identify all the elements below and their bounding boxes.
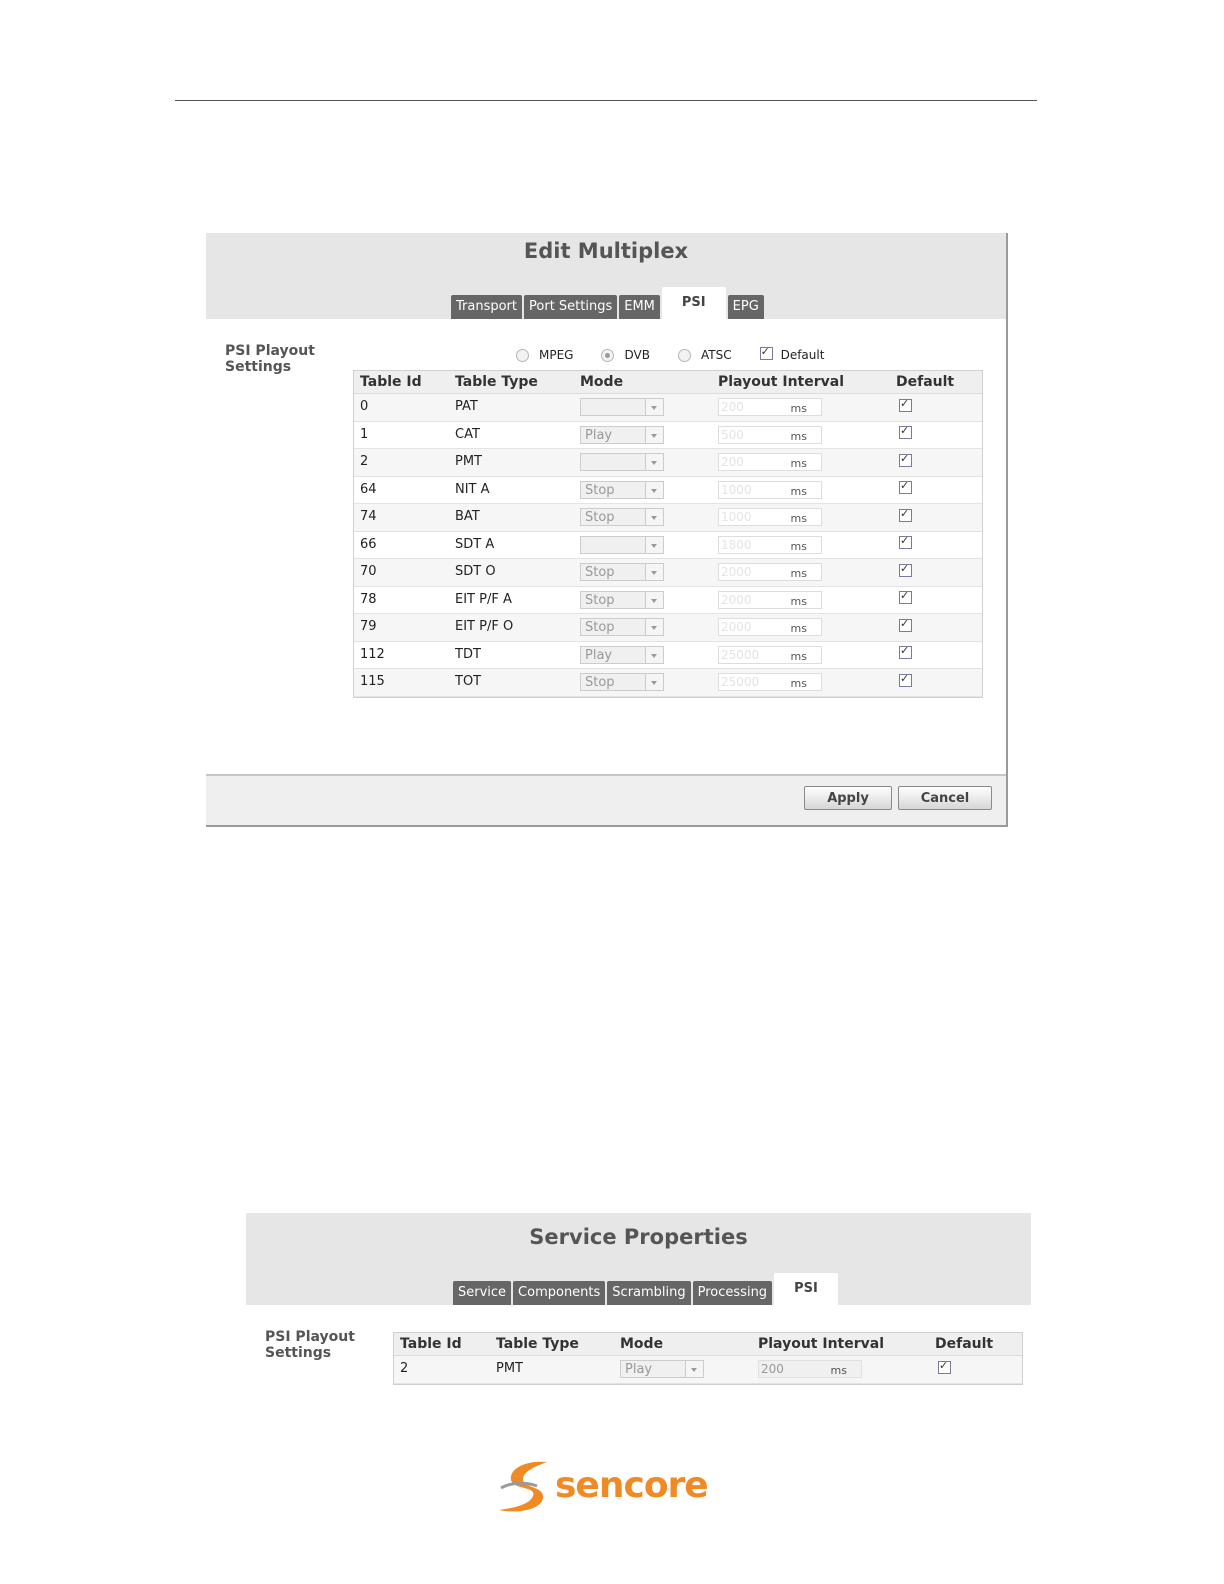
tab-bar [453,1277,840,1305]
interval-value: 25000 [721,675,760,690]
playout-interval-input[interactable] [718,398,822,416]
interval-value: 1000 [721,510,752,525]
mode-cell [580,618,718,636]
interval-cell [718,398,896,416]
playout-interval-input[interactable] [718,646,822,664]
interval-cell [758,1360,935,1378]
column-header: Mode [620,1336,664,1352]
column-header: Table Id [360,374,422,390]
mode-cell [580,426,718,444]
mode-value: Stop [585,565,615,581]
table-type-cell: EIT P/F O [455,619,514,635]
tab-service[interactable]: Service [453,1281,511,1305]
table-id-cell: 78 [360,591,377,607]
mode-value: Play [585,647,613,663]
table-type-cell: NIT A [455,481,490,497]
chevron-down-icon[interactable] [645,564,663,580]
psi-playout-settings-label: PSI Playout Settings [225,343,315,375]
psi-table [353,370,983,698]
row-default-checkbox[interactable] [899,454,912,467]
table-row [354,394,982,422]
table-header [394,1333,1022,1356]
row-default-checkbox[interactable] [899,481,912,494]
chevron-down-icon[interactable] [685,1361,703,1377]
mode-select[interactable] [580,646,664,664]
service-properties-dialog [246,1213,1031,1388]
column-header: Default [935,1336,994,1352]
chevron-down-icon[interactable] [645,482,663,498]
interval-value: 500 [721,427,744,442]
interval-cell [718,673,896,691]
chevron-down-icon[interactable] [645,427,663,443]
row-default-checkbox[interactable] [899,564,912,577]
protocol-label: DVB [624,348,650,362]
playout-interval-input[interactable] [718,536,822,554]
table-type-cell: CAT [455,426,480,442]
table-type-cell: PMT [496,1361,523,1377]
atsc-radio[interactable] [678,349,691,362]
page-header-rule [175,100,1037,101]
mode-value: Play [585,427,613,443]
mode-value: Stop [585,592,615,608]
interval-cell [718,618,896,636]
default-cell [935,1355,1015,1384]
dialog-title: Service Properties [529,1225,748,1249]
logo-wordmark: sencore [555,1465,708,1506]
interval-unit: ms [790,567,807,581]
chevron-down-icon[interactable] [645,509,663,525]
mode-select[interactable] [580,508,664,526]
dvb-radio[interactable] [601,349,614,362]
interval-unit: ms [790,402,807,416]
table-id-cell: 79 [360,619,377,635]
mode-select[interactable] [580,618,664,636]
table-row [354,504,982,532]
default-option[interactable] [760,348,825,362]
table-row [354,642,982,670]
chevron-down-icon[interactable] [645,647,663,663]
table-type-cell: PAT [455,399,478,415]
playout-interval-input[interactable] [718,481,822,499]
table-row [354,449,982,477]
row-default-checkbox[interactable] [899,619,912,632]
table-id-cell: 115 [360,674,385,690]
interval-value: 1800 [721,537,752,552]
playout-interval-input[interactable] [718,563,822,581]
playout-interval-input[interactable] [718,426,822,444]
column-header: Playout Interval [718,374,844,390]
tab-psi[interactable]: PSI [662,287,726,319]
cancel-button[interactable]: Cancel [898,786,992,810]
table-row [394,1356,1022,1384]
mode-cell [580,563,718,581]
table-type-cell: SDT A [455,536,495,552]
tab-psi[interactable]: PSI [774,1273,838,1305]
mode-value: Stop [585,510,615,526]
playout-interval-input[interactable] [718,591,822,609]
protocol-selector [516,346,852,364]
tab-transport[interactable]: Transport [451,295,522,319]
table-row [354,477,982,505]
interval-cell [718,536,896,554]
protocol-option-atsc[interactable] [678,348,732,362]
mode-cell [580,536,718,554]
table-type-cell: TDT [455,646,481,662]
table-type-cell: SDT O [455,564,496,580]
row-default-checkbox[interactable] [899,591,912,604]
mode-value: Stop [585,620,615,636]
psi-playout-settings-label: PSI Playout Settings [265,1329,355,1361]
interval-unit: ms [790,484,807,498]
tab-port-settings[interactable]: Port Settings [524,295,617,319]
chevron-down-icon[interactable] [645,399,663,415]
default-cell [896,393,976,422]
interval-cell [718,481,896,499]
table-row [354,422,982,450]
row-default-checkbox[interactable] [899,536,912,549]
protocol-label: ATSC [700,348,732,362]
chevron-down-icon[interactable] [645,454,663,470]
table-type-cell: BAT [455,509,480,525]
mode-cell [580,591,718,609]
table-row [354,559,982,587]
column-header: Table Type [455,374,538,390]
chevron-down-icon[interactable] [645,619,663,635]
mode-value: Stop [585,482,615,498]
chevron-down-icon[interactable] [645,592,663,608]
protocol-option-mpeg[interactable] [516,348,573,362]
mode-select[interactable] [580,426,664,444]
table-id-cell: 112 [360,646,385,662]
table-row [354,532,982,560]
mode-cell [580,398,718,416]
apply-button[interactable]: Apply [804,786,892,810]
default-cell [896,448,976,477]
interval-value: 200 [721,400,744,415]
interval-value: 2000 [721,620,752,635]
row-default-checkbox[interactable] [938,1361,951,1374]
interval-value: 25000 [721,647,760,662]
row-default-checkbox[interactable] [899,399,912,412]
default-cell [896,475,976,504]
interval-cell [718,646,896,664]
default-cell [896,668,976,697]
mode-cell [580,508,718,526]
row-default-checkbox[interactable] [899,646,912,659]
interval-unit: ms [790,649,807,663]
table-type-cell: PMT [455,454,482,470]
dialog-footer [206,774,1006,825]
column-header: Table Type [496,1336,579,1352]
tab-processing[interactable]: Processing [693,1281,772,1305]
playout-interval-input[interactable] [718,453,822,471]
table-id-cell: 64 [360,481,377,497]
table-row [354,587,982,615]
mode-cell [580,646,718,664]
psi-table [393,1332,1023,1385]
mode-select[interactable] [580,398,664,416]
interval-value: 2000 [721,592,752,607]
interval-unit: ms [830,1364,847,1378]
interval-value: 1000 [721,482,752,497]
dialog-header [206,233,1006,319]
chevron-down-icon[interactable] [645,674,663,690]
playout-interval-input[interactable] [718,673,822,691]
sencore-logo [497,1458,717,1518]
interval-cell [718,426,896,444]
column-header: Mode [580,374,624,390]
interval-value: 2000 [721,565,752,580]
interval-cell [718,591,896,609]
column-header: Default [896,374,955,390]
playout-interval-input[interactable] [718,508,822,526]
interval-unit: ms [790,429,807,443]
column-header: Playout Interval [758,1336,884,1352]
mode-value: Stop [585,675,615,691]
sencore-swoosh-icon [497,1458,557,1518]
table-id-cell: 2 [360,454,369,470]
tab-emm[interactable]: EMM [619,295,660,319]
default-cell [896,585,976,614]
interval-unit: ms [790,594,807,608]
table-id-cell: 1 [360,426,369,442]
protocol-option-dvb[interactable] [601,348,649,362]
table-row [354,614,982,642]
mode-select[interactable] [580,563,664,581]
tab-bar [451,291,766,319]
mode-value: Play [625,1362,653,1378]
table-id-cell: 0 [360,399,369,415]
interval-cell [718,508,896,526]
mode-cell [580,673,718,691]
interval-value: 200 [721,455,744,470]
default-cell [896,420,976,449]
protocol-label: MPEG [539,348,574,362]
tab-epg[interactable]: EPG [728,295,764,319]
playout-interval-input[interactable] [758,1360,862,1378]
mpeg-radio[interactable] [516,349,529,362]
table-id-cell: 74 [360,509,377,525]
default-cell [896,503,976,532]
interval-unit: ms [790,512,807,526]
tab-scrambling[interactable]: Scrambling [607,1281,690,1305]
mode-select[interactable] [580,591,664,609]
chevron-down-icon[interactable] [645,537,663,553]
tab-components[interactable]: Components [513,1281,605,1305]
mode-cell [580,481,718,499]
dialog-title: Edit Multiplex [523,239,689,263]
row-default-checkbox[interactable] [899,426,912,439]
mode-select[interactable] [580,481,664,499]
interval-unit: ms [790,539,807,553]
interval-unit: ms [790,457,807,471]
mode-select[interactable] [580,453,664,471]
table-type-cell: TOT [455,674,482,690]
default-checkbox[interactable] [760,347,773,360]
table-id-cell: 66 [360,536,377,552]
column-header: Table Id [400,1336,462,1352]
interval-unit: ms [790,622,807,636]
default-cell [896,530,976,559]
row-default-checkbox[interactable] [899,509,912,522]
table-id-cell: 2 [400,1361,409,1377]
interval-unit: ms [790,677,807,691]
default-cell [896,613,976,642]
dialog-header [246,1213,1031,1305]
row-default-checkbox[interactable] [899,674,912,687]
interval-cell [718,563,896,581]
default-label: Default [780,348,825,362]
edit-multiplex-dialog [206,233,1008,827]
default-cell [896,640,976,669]
mode-cell [580,453,718,471]
table-type-cell: EIT P/F A [455,591,512,607]
mode-select[interactable] [620,1360,704,1378]
mode-cell [620,1360,758,1378]
table-id-cell: 70 [360,564,377,580]
playout-interval-input[interactable] [718,618,822,636]
interval-value: 200 [761,1362,784,1377]
table-header [354,371,982,394]
interval-cell [718,453,896,471]
table-row [354,669,982,697]
default-cell [896,558,976,587]
mode-select[interactable] [580,536,664,554]
mode-select[interactable] [580,673,664,691]
